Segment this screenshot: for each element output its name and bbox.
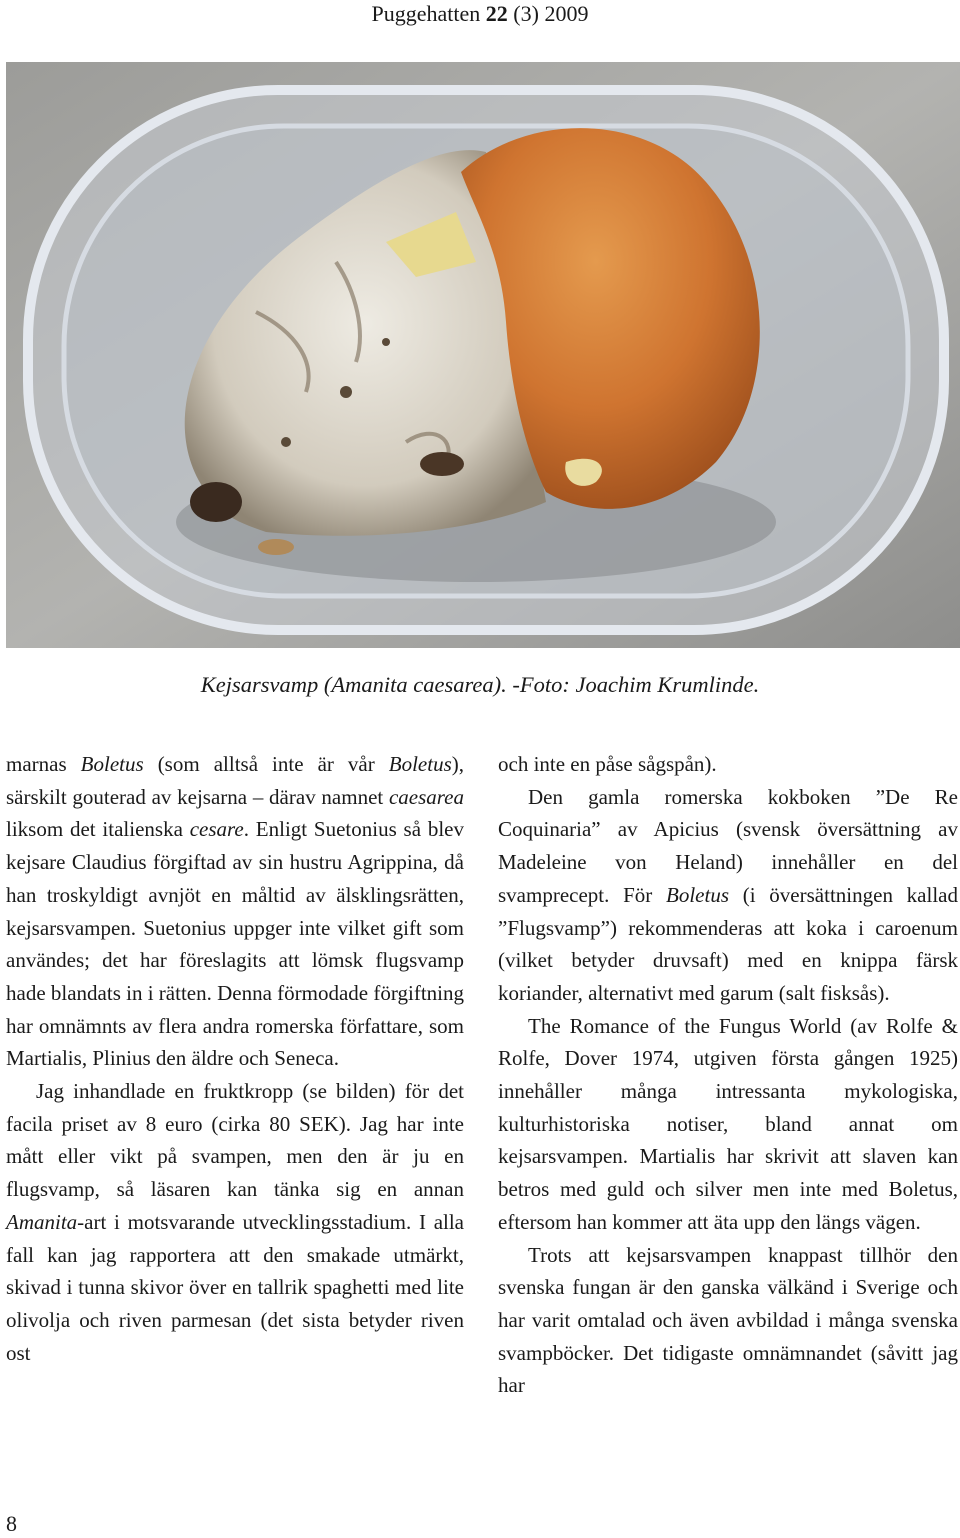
right-paragraph-1: och inte en påse sågspån). [498, 752, 717, 776]
mushroom-photo [6, 62, 960, 648]
left-column [6, 748, 464, 1369]
right-paragraph-2: Den gamla romerska kokboken ”De Re Coquinaria” av Apicius (svensk översättning av Madeleine von Heland) innehåller en del svamprecept. För Boletus (i översättningen kallad ”Flugsvamp”) rekommenderas att koka i caroenum (vilket betyder druvsaft) med en knippa färsk koriander, alternativt med garum (salt fisksås). [498, 784, 958, 1005]
figure-caption: Kejsarsvamp (Amanita caesarea). -Foto: Joachim Krumlinde. [200, 672, 760, 697]
right-paragraph-4: Trots att kejsarsvampen knappast tillhör den svenska fungan är den ganska välkänd i Sverige och har varit omtalad och även avbildad i många svenska svampböcker. Det tidigaste omnämnandet (såvitt jag har [498, 1242, 958, 1398]
journal-name: Puggehatten [371, 1, 481, 26]
right-column [498, 748, 958, 1402]
left-paragraph-1: marnas Boletus (som alltså inte är vår Boletus), särskilt gouterad av kejsarna – därav namnet caesarea liksom det italienska cesare. Enligt Suetonius så blev kejsare Claudius förgiftad av sin hustru Agrippina, då han troskyldigt avnjöt en måltid av älsklingsrätten, kejsarsvampen. Suetonius uppger inte vilket gift som användes; det har föreslagits att lömsk flugsvamp hade blandats in i rätten. Denna förmodade förgiftning har omnämnts av flera andra romerska författare, som Martialis, Plinius den äldre och Seneca. [6, 752, 464, 1071]
left-paragraph-2: Jag inhandlade en fruktkropp (se bilden) för det facila priset av 8 euro (cirka 80 SEK). Jag har inte mått eller vikt på svampen, men den är ju en flugsvamp, så läsaren kan tänka sig en annan Amanita-art i motsvarande utvecklingsstadium. I alla fall kan jag rapportera att den smakade utmärkt, skivad i tunna skivor över en tallrik spaghetti med lite olivolja och riven parmesan (det sista betyder riven ost [6, 1079, 464, 1365]
volume-number: 22 [485, 1, 508, 26]
page-number: 8 [6, 1511, 17, 1536]
right-paragraph-3: The Romance of the Fungus World (av Rolfe & Rolfe, Dover 1974, utgiven första gången 1925) innehåller många intressanta mykologiska, kulturhistoriska notiser, bland annat om kejsarsvampen. Martialis har skrivit att slaven kan betros med guld och silver men inte med Boletus, eftersom han kommer att äta upp den längs vägen. [498, 1013, 958, 1234]
running-header [0, 0, 960, 28]
issue-year: (3) 2009 [513, 1, 589, 26]
